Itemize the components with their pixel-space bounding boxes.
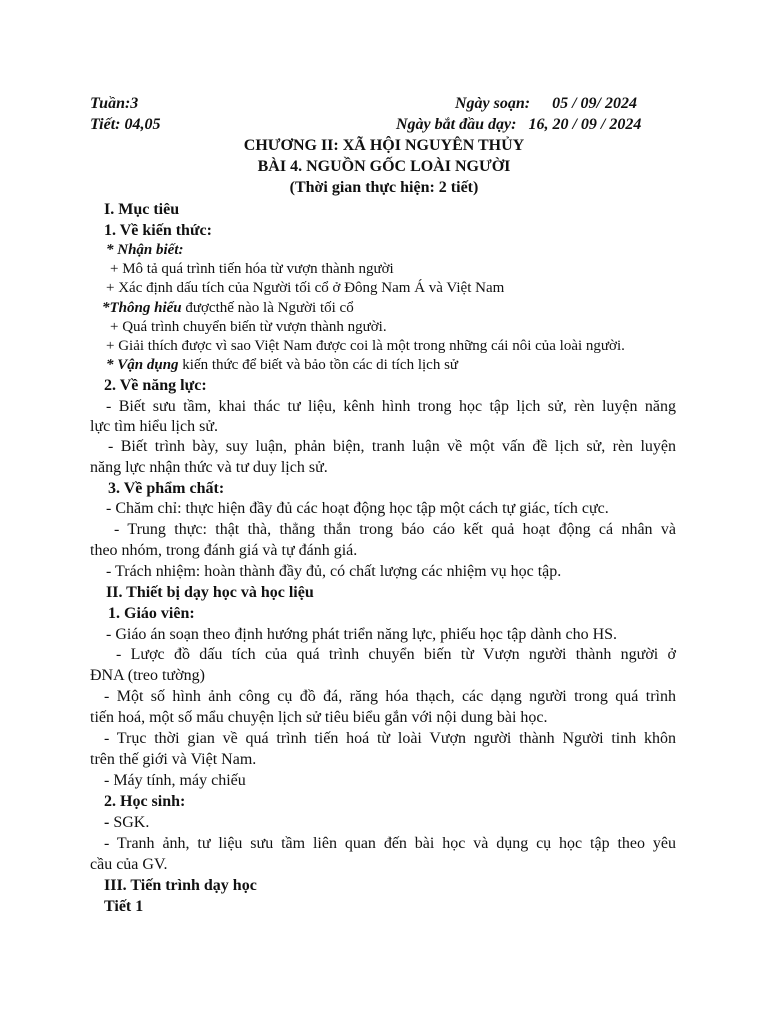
prep-date-label: Ngày soạn: (455, 95, 531, 112)
teacher-heading: 1. Giáo viên: (108, 605, 195, 622)
competence-heading: 2. Về năng lực: (104, 377, 207, 394)
knowledge-heading: 1. Về kiến thức: (104, 222, 212, 239)
teacher-p4-line2: trên thế giới và Việt Nam. (90, 751, 257, 768)
understand-item-1: + Quá trình chuyển biến từ vượn thành người. (110, 319, 387, 335)
apply-row (106, 355, 458, 375)
teacher-p3-line2: tiến hoá, một số mẩu chuyện lịch sử tiêu biểu gắn với nội dung bài học. (90, 709, 548, 726)
teacher-p2-line2: ĐNA (treo tường) (90, 667, 205, 684)
section-2-heading: II. Thiết bị dạy học và học liệu (106, 584, 314, 601)
recognize-item-2: + Xác định dấu tích của Người tối cổ ở Đông Nam Á và Việt Nam (106, 280, 505, 296)
competence-p2-line1 (90, 437, 676, 457)
understand-text: đượcthế nào là Người tối cổ (181, 300, 354, 316)
quality-p2-line1 (90, 520, 676, 540)
teacher-p4-text: - Trục thời gian về quá trình tiến hoá từ loài Vượn người thành Người tinh khôn (104, 730, 676, 747)
quality-p2-line2: theo nhóm, trong đánh giá và tự đánh giá. (90, 542, 358, 559)
competence-p1-line1 (90, 397, 676, 417)
week-label: Tuần:3 (90, 95, 139, 112)
competence-p2-line2: năng lực nhận thức và tư duy lịch sử. (90, 459, 328, 476)
competence-p2-text: - Biết trình bày, suy luận, phản biện, tranh luận về một vấn đề lịch sử, rèn luyện (108, 438, 676, 455)
recognize-item-1: + Mô tả quá trình tiến hóa từ vượn thành người (110, 261, 394, 277)
start-date-value: 16, 20 / 09 / 2024 (528, 116, 642, 133)
apply-text: kiến thức để biết và bảo tồn các di tích lịch sử (178, 357, 459, 373)
student-p1-text: SGK. (109, 814, 150, 831)
student-p2-line2: cầu của GV. (90, 856, 168, 873)
understand-row (102, 298, 354, 318)
start-date-label: Ngày bắt đầu dạy: (396, 116, 517, 133)
teacher-p5: - Máy tính, máy chiếu (104, 772, 246, 789)
competence-p1-text: - Biết sưu tầm, khai thác tư liệu, kênh hình trong học tập lịch sử, rèn luyện năng (106, 398, 676, 415)
section-3-heading: III. Tiến trình dạy học (104, 877, 257, 894)
teacher-p2-text: - Lược đồ dấu tích của quá trình chuyển biến từ Vượn người thành người ở (116, 646, 676, 663)
student-p2-line1 (90, 834, 676, 854)
duration-note: (Thời gian thực hiện: 2 tiết) (289, 179, 479, 196)
period-label: Tiết: 04,05 (90, 116, 161, 133)
teacher-p2-line1 (90, 645, 676, 665)
prep-date-row (455, 94, 637, 114)
quality-heading: 3. Về phẩm chất: (108, 480, 225, 497)
recognize-label: * Nhận biết: (106, 242, 184, 258)
lesson-period-heading: Tiết 1 (104, 898, 144, 915)
student-p1: - SGK. (104, 814, 150, 831)
competence-p1-line2: lực tìm hiểu lịch sử. (90, 418, 218, 435)
apply-label: * Vận dụng (106, 357, 179, 373)
prep-date-value: 05 / 09/ 2024 (552, 95, 637, 112)
teacher-p1: - Giáo án soạn theo định hướng phát triển năng lực, phiếu học tập dành cho HS. (106, 626, 618, 643)
student-p2-text: - Tranh ảnh, tư liệu sưu tầm liên quan đến bài học và dụng cụ học tập theo yêu (104, 835, 676, 852)
understand-label: *Thông hiểu (102, 300, 182, 316)
student-heading: 2. Học sinh: (104, 793, 186, 810)
teacher-p4-line1 (90, 729, 676, 749)
chapter-title: CHƯƠNG II: XÃ HỘI NGUYÊN THỦY (243, 137, 525, 154)
teacher-p3-text: - Một số hình ảnh công cụ đồ đá, răng hóa thạch, các dạng người trong quá trình (104, 688, 676, 705)
teacher-p3-line1 (90, 687, 676, 707)
understand-item-2: + Giải thích được vì sao Việt Nam được coi là một trong những cái nôi của loài người. (106, 338, 625, 354)
lesson-title: BÀI 4. NGUỒN GỐC LOÀI NGƯỜI (257, 158, 511, 175)
start-date-row (396, 115, 641, 135)
quality-p2-text: - Trung thực: thật thà, thẳng thắn trong báo cáo kết quả hoạt động cá nhân và (114, 521, 676, 538)
quality-p3: - Trách nhiệm: hoàn thành đầy đủ, có chất lượng các nhiệm vụ học tập. (106, 563, 562, 580)
section-1-heading: I. Mục tiêu (104, 201, 180, 218)
quality-p1: - Chăm chỉ: thực hiện đầy đủ các hoạt động học tập một cách tự giác, tích cực. (106, 500, 609, 517)
